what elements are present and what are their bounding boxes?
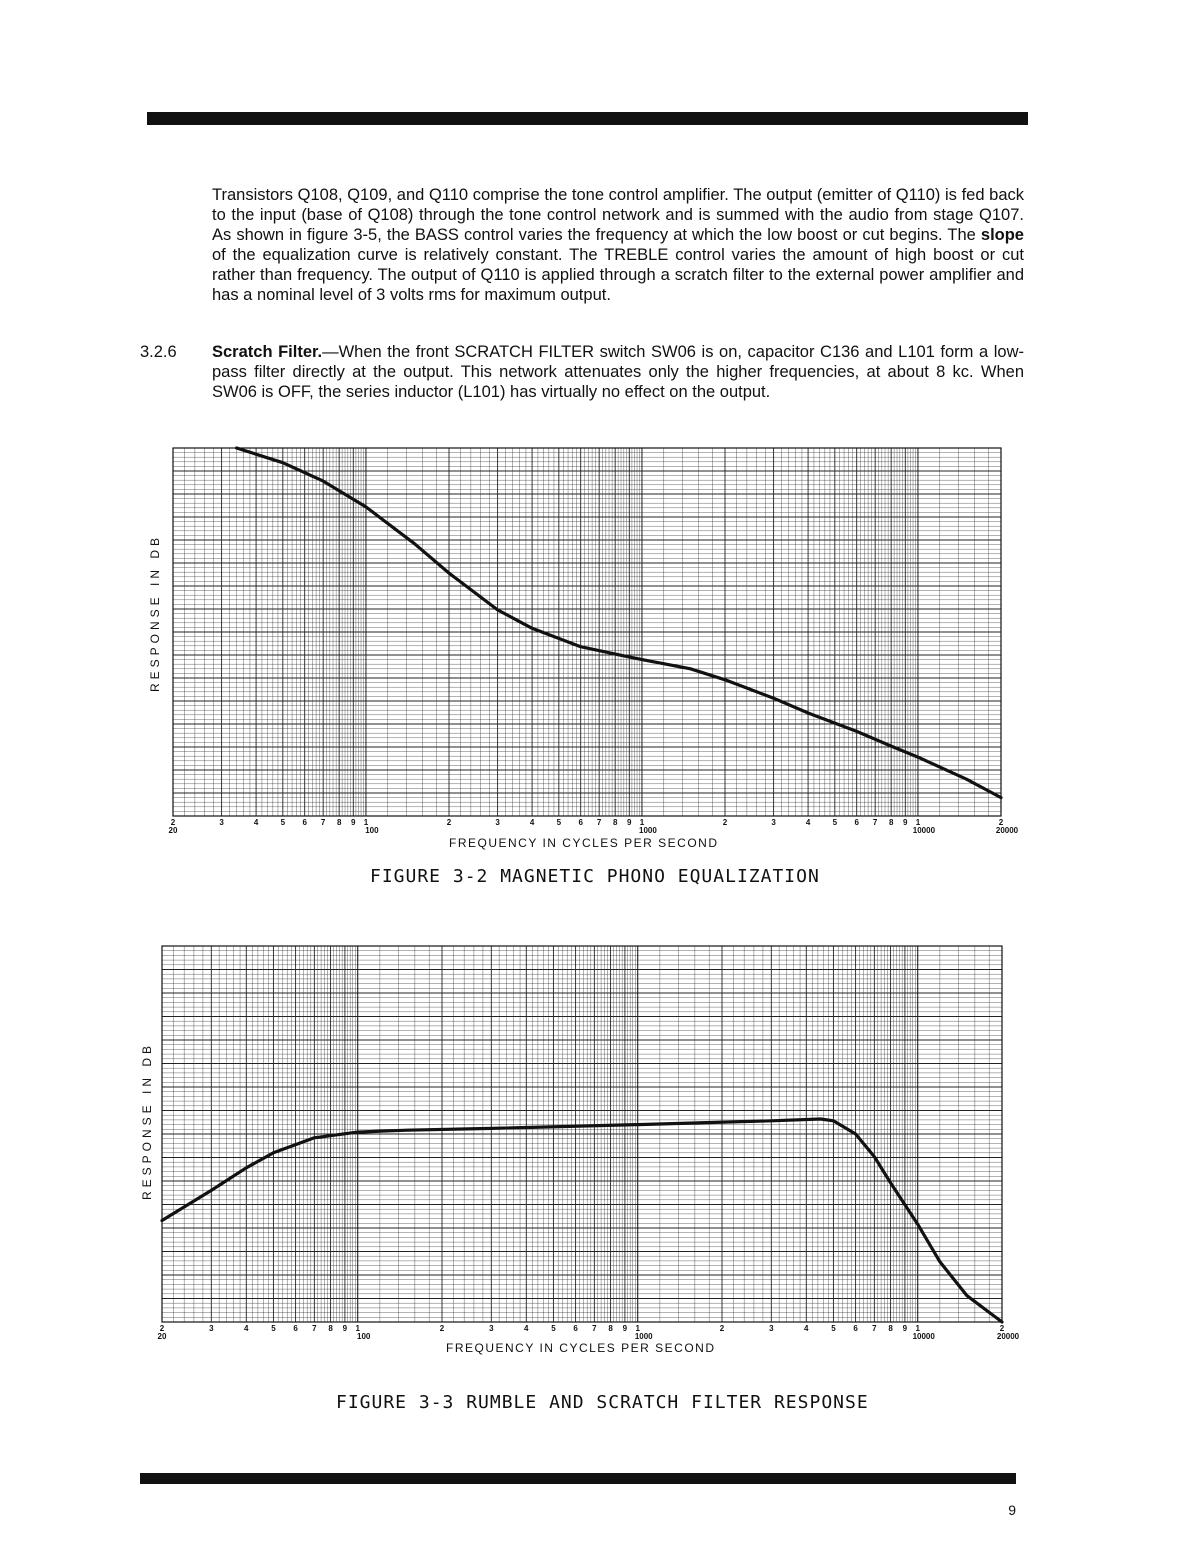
figure2-tick-label: 3 [489, 1324, 494, 1333]
figure2-tick-label: 1 [915, 1324, 920, 1333]
figure2-tick-label: 9 [622, 1324, 628, 1333]
figure2-decade-label: 1000 [634, 1332, 653, 1341]
section-number: 3.2.6 [140, 343, 177, 361]
figure2-chart [150, 938, 1020, 1348]
figure2-tick-label: 6 [573, 1324, 578, 1333]
section-scratch-filter [140, 342, 1024, 402]
figure2-tick-label: 1 [355, 1324, 360, 1333]
figure1-tick-label: 2 [170, 818, 176, 827]
figure1-tick-label: 9 [351, 818, 356, 827]
figure2-tick-label: 6 [293, 1324, 298, 1333]
figure2-tick-label: 3 [209, 1324, 214, 1333]
figure1-tick-label: 6 [578, 818, 583, 827]
figure1-grid [173, 448, 1001, 816]
figure2-tick-label: 2 [439, 1324, 445, 1333]
figure2-tick-label: 6 [853, 1324, 858, 1333]
figure1-decade-label: 100 [365, 826, 379, 835]
figure1-tick-label: 4 [529, 818, 535, 827]
figure2-response-line [162, 1119, 1002, 1322]
figure1-decade-label: 20 [168, 826, 178, 835]
figure1-tick-label: 7 [320, 818, 326, 827]
tone-control-paragraph [212, 185, 1024, 305]
figure2-tick-label: 8 [888, 1324, 893, 1333]
figure2-tick-label: 2 [999, 1324, 1005, 1333]
figure2-xlabel: FREQUENCY IN CYCLES PER SECOND [446, 1341, 716, 1355]
figure2-decade-label: 10000 [912, 1332, 935, 1341]
figure1-decade-label: 1000 [639, 826, 657, 835]
section-heading: Scratch Filter. [212, 343, 323, 361]
figure2-tick-label: 5 [551, 1324, 556, 1333]
figure2-caption: FIGURE 3-3 RUMBLE AND SCRATCH FILTER RESPONSE [336, 1392, 869, 1413]
figure1-tick-label: 1 [363, 818, 369, 827]
figure2-tick-label: 5 [271, 1324, 276, 1333]
figure2-tick-label: 4 [244, 1324, 249, 1333]
figure1-tick-label: 7 [872, 818, 878, 827]
figure2-tick-label: 2 [719, 1324, 725, 1333]
figure1-tick-label: 2 [722, 818, 728, 827]
figure1-decade-label: 10000 [912, 826, 936, 835]
figure1-chart [155, 440, 1019, 840]
figure1-tick-label: 3 [771, 818, 776, 827]
figure1-tick-label: 8 [612, 818, 618, 827]
figure1-caption: FIGURE 3-2 MAGNETIC PHONO EQUALIZATION [370, 866, 820, 887]
figure1-tick-label: 6 [302, 818, 307, 827]
figure1-tick-label: 3 [495, 818, 500, 827]
figure1-tick-label: 1 [915, 818, 921, 827]
figure1-ylabel: RESPONSE IN DB [148, 533, 162, 692]
bottom-rule [140, 1473, 1016, 1484]
figure1-decade-label: 20000 [995, 826, 1019, 835]
figure1-tick-label: 9 [627, 818, 632, 827]
figure1-tick-label: 2 [446, 818, 452, 827]
figure1-tick-label: 5 [556, 818, 562, 827]
figure1-tick-label: 6 [854, 818, 859, 827]
figure1-tick-label: 8 [888, 818, 894, 827]
paragraph-emphasis-slope: slope [980, 226, 1024, 244]
figure1-tick-label: 4 [253, 818, 259, 827]
figure1-tick-label: 8 [336, 818, 342, 827]
figure1-xlabel: FREQUENCY IN CYCLES PER SECOND [449, 836, 719, 850]
figure2-tick-label: 4 [524, 1324, 529, 1333]
figure2-grid [162, 946, 1002, 1322]
figure1-tick-label: 9 [903, 818, 908, 827]
figure1-tick-label: 5 [280, 818, 286, 827]
figure2-decade-label: 20 [157, 1332, 167, 1341]
figure1-tick-label: 2 [998, 818, 1004, 827]
figure2-decade-label: 100 [357, 1332, 371, 1341]
figure2-tick-label: 3 [769, 1324, 774, 1333]
figure1-tick-label: 7 [596, 818, 602, 827]
figure2-tick-label: 2 [159, 1324, 165, 1333]
paragraph-text-a: Transistors Q108, Q109, and Q110 comprise the tone control amplifier. The output (emitter of Q110) is fed back to the input (base of Q108) through the tone control network and is summed with the audio from stage Q107. As shown in figure 3-5, the BASS control varies the frequency at which the low boost or cut begins. The [212, 186, 1024, 244]
figure2-ylabel: RESPONSE IN DB [140, 1041, 154, 1200]
figure2-tick-label: 8 [328, 1324, 333, 1333]
figure1-tick-label: 5 [832, 818, 838, 827]
figure1-tick-label: 4 [805, 818, 811, 827]
figure1-tick-label: 1 [639, 818, 645, 827]
figure1-tick-label: 3 [219, 818, 224, 827]
top-rule [147, 112, 1028, 125]
figure2-tick-label: 1 [635, 1324, 640, 1333]
section-text: —When the front SCRATCH FILTER switch SW06 is on, capacitor C136 and L101 form a low-pass filter directly at the output. This network attenuates only the higher frequencies, at about 8 kc. When SW06 is OFF, the series inductor (L101) has virtually no effect on the output. [212, 343, 1024, 401]
figure2-tick-label: 9 [342, 1324, 348, 1333]
figure2-tick-label: 7 [312, 1324, 317, 1333]
paragraph-text-b: of the equalization curve is relatively constant. The TREBLE control varies the amount of high boost or cut rather than frequency. The output of Q110 is applied through a scratch filter to the external power amplifier and has a nominal level of 3 volts rms for maximum output. [212, 246, 1024, 304]
figure2-tick-label: 8 [608, 1324, 613, 1333]
figure2-decade-label: 20000 [996, 1332, 1020, 1341]
figure2-tick-label: 4 [804, 1324, 809, 1333]
figure2-tick-label: 7 [592, 1324, 597, 1333]
figure2-tick-label: 5 [831, 1324, 836, 1333]
figure2-tick-label: 9 [902, 1324, 908, 1333]
figure2-tick-label: 7 [872, 1324, 877, 1333]
page-number: 9 [1008, 1502, 1016, 1518]
